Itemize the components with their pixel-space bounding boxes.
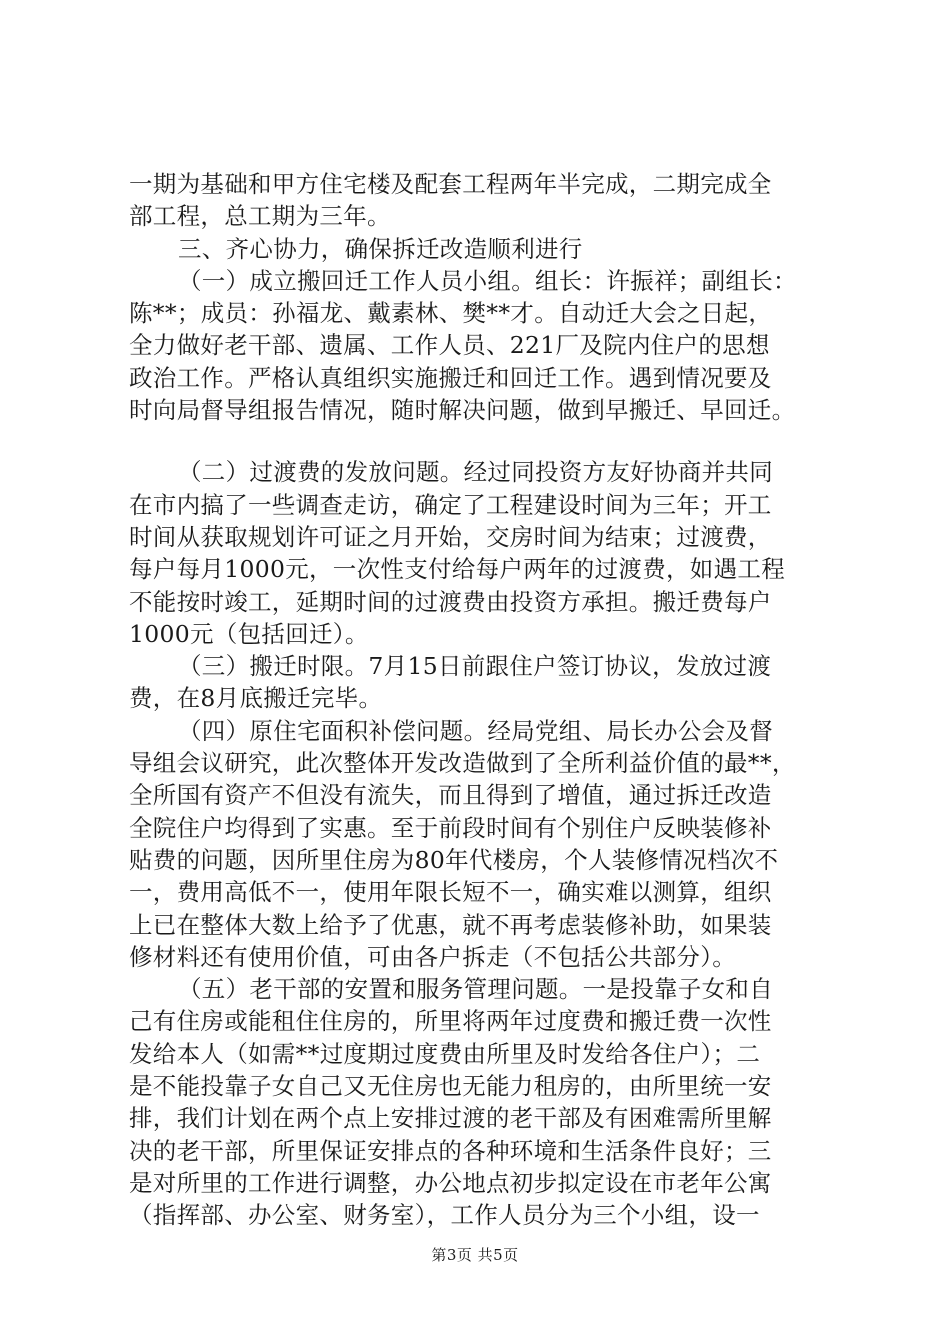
paragraph-gap (129, 426, 829, 456)
text-line: 每户每月1000元，一次性支付给每户两年的过渡费，如遇工程 (129, 555, 786, 584)
text-line: 决的老干部，所里保证安排点的各种环境和生活条件良好；三 (129, 1136, 772, 1165)
text-line: 部工程，总工期为三年。 (129, 202, 391, 231)
text-line: （二）过渡费的发放问题。经过同投资方友好协商并共同 (178, 458, 773, 487)
text-line: 时向局督导组报告情况，随时解决问题，做到早搬迁、早回迁。 (129, 396, 796, 425)
section-heading: 三、齐心协力，确保拆迁改造顺利进行 (178, 234, 583, 263)
text-line: （四）原住宅面积补偿问题。经局党组、局长办公会及督 (178, 716, 773, 745)
text-line: 全所国有资产不但没有流失，而且得到了增值，通过拆迁改造 (129, 781, 772, 810)
text-line: 陈**；成员：孙福龙、戴素林、樊**才。自动迁大会之日起， (129, 299, 773, 328)
text-line: 时间从获取规划许可证之月开始，交房时间为结束；过渡费， (129, 522, 772, 551)
text-line: 一期为基础和甲方住宅楼及配套工程两年半完成，二期完成全 (129, 170, 772, 198)
text-line: 全院住户均得到了实惠。至于前段时间有个别住户反映装修补 (129, 813, 772, 842)
text-line: 贴费的问题，因所里住房为80年代楼房，个人装修情况档次不 (129, 845, 779, 874)
text-line: 上已在整体大数上给予了优惠，就不再考虑装修补助，如果装 (129, 910, 772, 939)
text-line: 排，我们计划在两个点上安排过渡的老干部及有困难需所里解 (129, 1104, 772, 1133)
text-line: 在市内搞了一些调查走访，确定了工程建设时间为三年；开工 (129, 490, 772, 519)
document-body (129, 168, 829, 1232)
page-number-footer: 第3页 共5页 (431, 1246, 519, 1264)
text-line: 发给本人（如需**过度期过度费由所里及时发给各住户）；二 (129, 1039, 761, 1068)
text-line: 全力做好老干部、遗属、工作人员、221厂及院内住户的思想 (129, 331, 770, 360)
text-line: 1000元（包括回迁）。 (129, 619, 369, 648)
text-line: 不能按时竣工，延期时间的过渡费由投资方承担。搬迁费每户 (129, 587, 772, 616)
text-line: 一，费用高低不一，使用年限长短不一，确实难以测算，组织 (129, 878, 772, 907)
text-line: （一）成立搬回迁工作人员小组。组长：许振祥；副组长： (178, 266, 797, 295)
text-line: 是对所里的工作进行调整，办公地点初步拟定设在市老年公寓 (129, 1168, 772, 1197)
text-line: （三）搬迁时限。7月15日前跟住户签订协议，发放过渡 (178, 652, 772, 681)
text-line: （五）老干部的安置和服务管理问题。一是投靠子女和自 (178, 975, 773, 1004)
text-line: 费，在8月底搬迁完毕。 (129, 684, 383, 713)
text-line: 是不能投靠子女自己又无住房也无能力租房的，由所里统一安 (129, 1072, 772, 1101)
text-line: （指挥部、办公室、财务室），工作人员分为三个小组，设一 (129, 1201, 760, 1230)
text-line: 修材料还有使用价值，可由各户拆走（不包括公共部分）。 (129, 942, 737, 971)
text-line: 己有住房或能租住住房的，所里将两年过度费和搬迁费一次性 (129, 1007, 772, 1036)
text-line: 导组会议研究，此次整体开发改造做到了全所利益价值的最**， (129, 749, 796, 778)
text-line: 政治工作。严格认真组织实施搬迁和回迁工作。遇到情况要及 (129, 363, 772, 392)
